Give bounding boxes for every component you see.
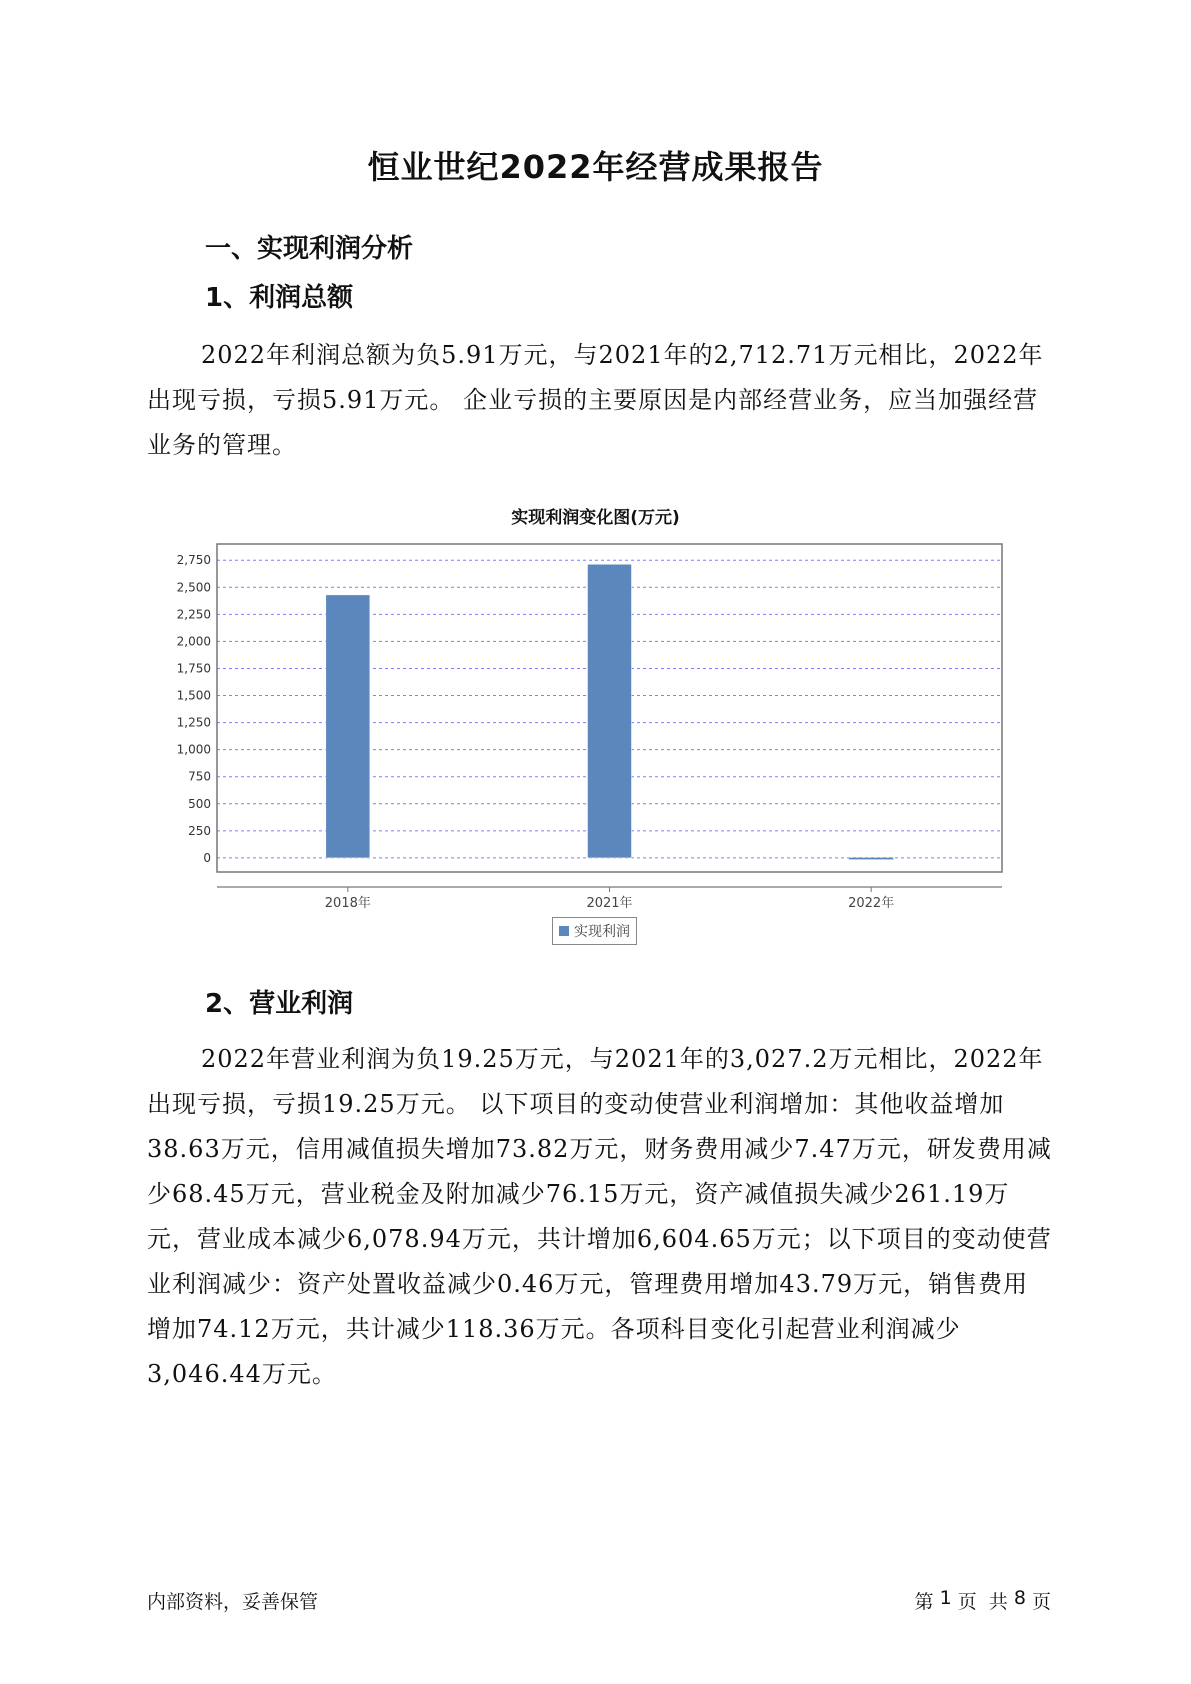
page-prefix: 第 — [914, 1591, 934, 1613]
y-tick-label: 1,500 — [176, 688, 211, 703]
subheading-operating-profit: 2、营业利润 — [205, 989, 354, 1019]
bar — [849, 858, 893, 859]
section-heading-profit-analysis: 一、实现利润分析 — [205, 234, 414, 264]
y-tick-label: 1,000 — [176, 742, 211, 757]
paragraph-operating-profit: 2022年营业利润为负19.25万元，与2021年的3,027.2万元相比，2022年出现亏损，亏损19.25万元。 以下项目的变动使营业利润增加：其他收益增加38.63万元，信用减值损失增加73.82万元，财务费用减少7.47万元，研发费用减少68.45万元，营业税金及附加减少76.15万元，资产减值损失减少261.19万元，营业成本减少6,078.94万元，共计增加6,604.65万元；以下项目的变动使营业利润减少：资产处置收益减少0.46万元，管理费用增加43.79万元，销售费用增加74.12万元，共计减少118.36万元。各项科目变化引起营业利润减少3,046.44万元。 — [147, 1045, 1052, 1388]
y-tick-label: 2,500 — [176, 580, 211, 595]
y-tick-label: 1,750 — [176, 661, 211, 676]
y-tick-label: 0 — [203, 850, 211, 865]
y-tick-label: 1,250 — [176, 715, 211, 730]
plot-frame — [217, 544, 1002, 872]
footer-confidential-note: 内部资料，妥善保管 — [147, 1591, 319, 1613]
page-mid: 页 共 — [957, 1591, 1008, 1613]
y-tick-label: 2,750 — [176, 553, 211, 568]
page-total: 8 — [1013, 1587, 1026, 1609]
subheading-total-profit: 1、利润总额 — [205, 283, 354, 313]
y-tick-label: 250 — [188, 823, 211, 838]
legend-swatch — [559, 926, 569, 936]
x-tick-label: 2022年 — [848, 896, 895, 911]
y-tick-label: 2,000 — [176, 634, 211, 649]
legend-label: 实现利润 — [574, 924, 630, 940]
bar — [588, 564, 632, 858]
footer-page-number — [915, 1587, 1052, 1614]
chart-legend — [552, 917, 637, 945]
bar — [326, 595, 370, 858]
paragraph-total-profit: 2022年利润总额为负5.91万元，与2021年的2,712.71万元相比，2022年出现亏损，亏损5.91万元。 企业亏损的主要原因是内部经营业务，应当加强经营业务的管理。 — [147, 341, 1044, 459]
page-suffix: 页 — [1031, 1591, 1051, 1613]
page-current: 1 — [939, 1587, 952, 1609]
x-tick-label: 2021年 — [586, 896, 633, 911]
chart-title: 实现利润变化图(万元) — [511, 508, 680, 528]
document-title: 恒业世纪2022年经营成果报告 — [367, 148, 824, 186]
x-tick-label: 2018年 — [324, 896, 371, 911]
y-tick-label: 2,250 — [176, 607, 211, 622]
y-tick-label: 750 — [188, 769, 211, 784]
y-tick-label: 500 — [188, 796, 211, 811]
